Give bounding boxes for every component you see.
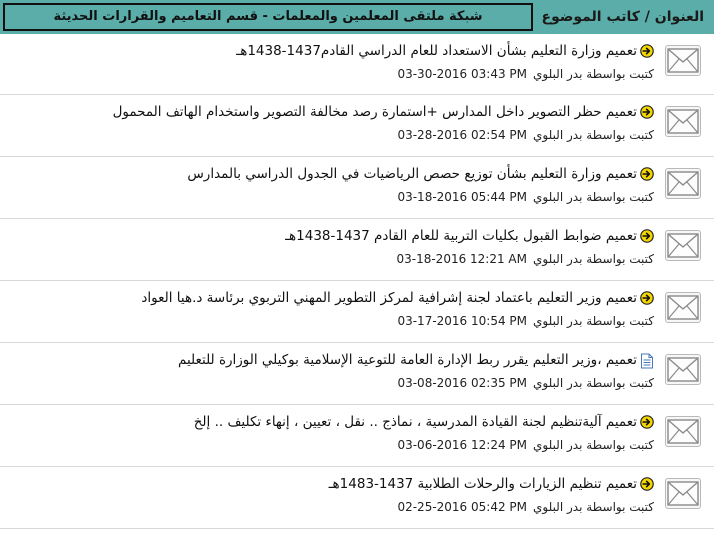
thread-row [0, 219, 714, 281]
thread-author: كتبت بواسطة بدر البلوي [533, 190, 654, 204]
arrow-right-icon[interactable] [640, 44, 654, 58]
thread-row [0, 405, 714, 467]
thread-title-line [329, 473, 654, 495]
thread-title-line [113, 101, 654, 123]
envelope-icon [665, 292, 701, 323]
thread-title-line [178, 349, 654, 371]
thread-author: كتبت بواسطة بدر البلوي [533, 438, 654, 452]
thread-author: كتبت بواسطة بدر البلوي [533, 314, 654, 328]
thread-date: 03-18-2016 12:21 AM [396, 252, 527, 266]
thread-list [0, 34, 714, 529]
thread-date: 03-18-2016 05:44 PM [397, 190, 527, 204]
envelope-icon [665, 230, 701, 261]
thread-meta [397, 187, 654, 207]
thread-row [0, 157, 714, 219]
thread-meta [397, 64, 654, 84]
thread-title-link[interactable]: تعميم ،وزير التعليم يقرر ربط الإدارة العامة للتوعية الإسلامية بوكيلي الوزارة للتعليم [177, 352, 637, 368]
thread-title-link[interactable]: تعميم ضوابط القبول بكليات التربية للعام القادم 1437-1438هـ [285, 228, 637, 244]
thread-date: 03-17-2016 10:54 PM [397, 314, 527, 328]
thread-meta [397, 435, 654, 455]
thread-title-link[interactable]: تعميم وزارة التعليم بشأن توزيع حصص الرياضيات في الجدول الدراسي بالمدارس [187, 166, 637, 182]
thread-title-line [187, 163, 654, 185]
arrow-right-icon[interactable] [640, 229, 654, 243]
envelope-icon [665, 416, 701, 447]
thread-title-line [141, 287, 654, 309]
thread-title-line [236, 40, 654, 62]
envelope-icon [665, 106, 701, 137]
envelope-icon [665, 168, 701, 199]
thread-row [0, 281, 714, 343]
thread-date: 03-28-2016 02:54 PM [397, 128, 527, 142]
thread-row [0, 95, 714, 157]
thread-title-link[interactable]: تعميم وزير التعليم باعتماد لجنة إشرافية لمركز التطوير المهني التربوي برئاسة د.هيا العواد [141, 290, 637, 306]
arrow-right-icon[interactable] [640, 415, 654, 429]
thread-title-link[interactable]: تعميم وزارة التعليم بشأن الاستعداد للعام الدراسي القادم1437-1438هـ [236, 43, 637, 59]
envelope-icon [665, 354, 701, 385]
thread-title-link[interactable]: تعميم حظر التصوير داخل المدارس +استمارة رصد مخالفة التصوير واستخدام الهاتف المحمول [112, 104, 637, 120]
arrow-right-icon[interactable] [640, 291, 654, 305]
thread-meta [397, 373, 654, 393]
thread-row [0, 34, 714, 95]
column-label: العنوان / كاتب الموضوع [541, 9, 704, 25]
thread-meta [397, 497, 654, 517]
forum-title[interactable]: شبكة ملتقى المعلمين والمعلمات - قسم التعاميم والقرارات الحديثة [3, 3, 533, 31]
thread-author: كتبت بواسطة بدر البلوي [533, 67, 654, 81]
thread-title-line [285, 225, 654, 247]
thread-author: كتبت بواسطة بدر البلوي [533, 252, 654, 266]
thread-author: كتبت بواسطة بدر البلوي [533, 128, 654, 142]
thread-meta [397, 125, 654, 145]
thread-date: 03-06-2016 12:24 PM [397, 438, 527, 452]
thread-date: 03-08-2016 02:35 PM [397, 376, 527, 390]
thread-list-header [0, 0, 714, 34]
thread-row [0, 343, 714, 405]
arrow-right-icon[interactable] [640, 105, 654, 119]
thread-row [0, 467, 714, 529]
thread-meta [396, 249, 654, 269]
thread-author: كتبت بواسطة بدر البلوي [533, 500, 654, 514]
envelope-icon [665, 45, 701, 76]
arrow-right-icon[interactable] [640, 477, 654, 491]
thread-title-link[interactable]: تعميم تنظيم الزيارات والرحلات الطلابية 1437-1483هـ [328, 476, 637, 492]
document-icon[interactable] [640, 353, 654, 367]
thread-date: 03-30-2016 03:43 PM [397, 67, 527, 81]
thread-date: 02-25-2016 05:42 PM [397, 500, 527, 514]
thread-author: كتبت بواسطة بدر البلوي [533, 376, 654, 390]
thread-meta [397, 311, 654, 331]
envelope-icon [665, 478, 701, 509]
thread-title-link[interactable]: تعميم آليةتنظيم لجنة القيادة المدرسية ، نماذج .. نقل ، تعيين ، إنهاء تكليف .. إلخ [193, 414, 637, 430]
thread-title-line [194, 411, 654, 433]
arrow-right-icon[interactable] [640, 167, 654, 181]
